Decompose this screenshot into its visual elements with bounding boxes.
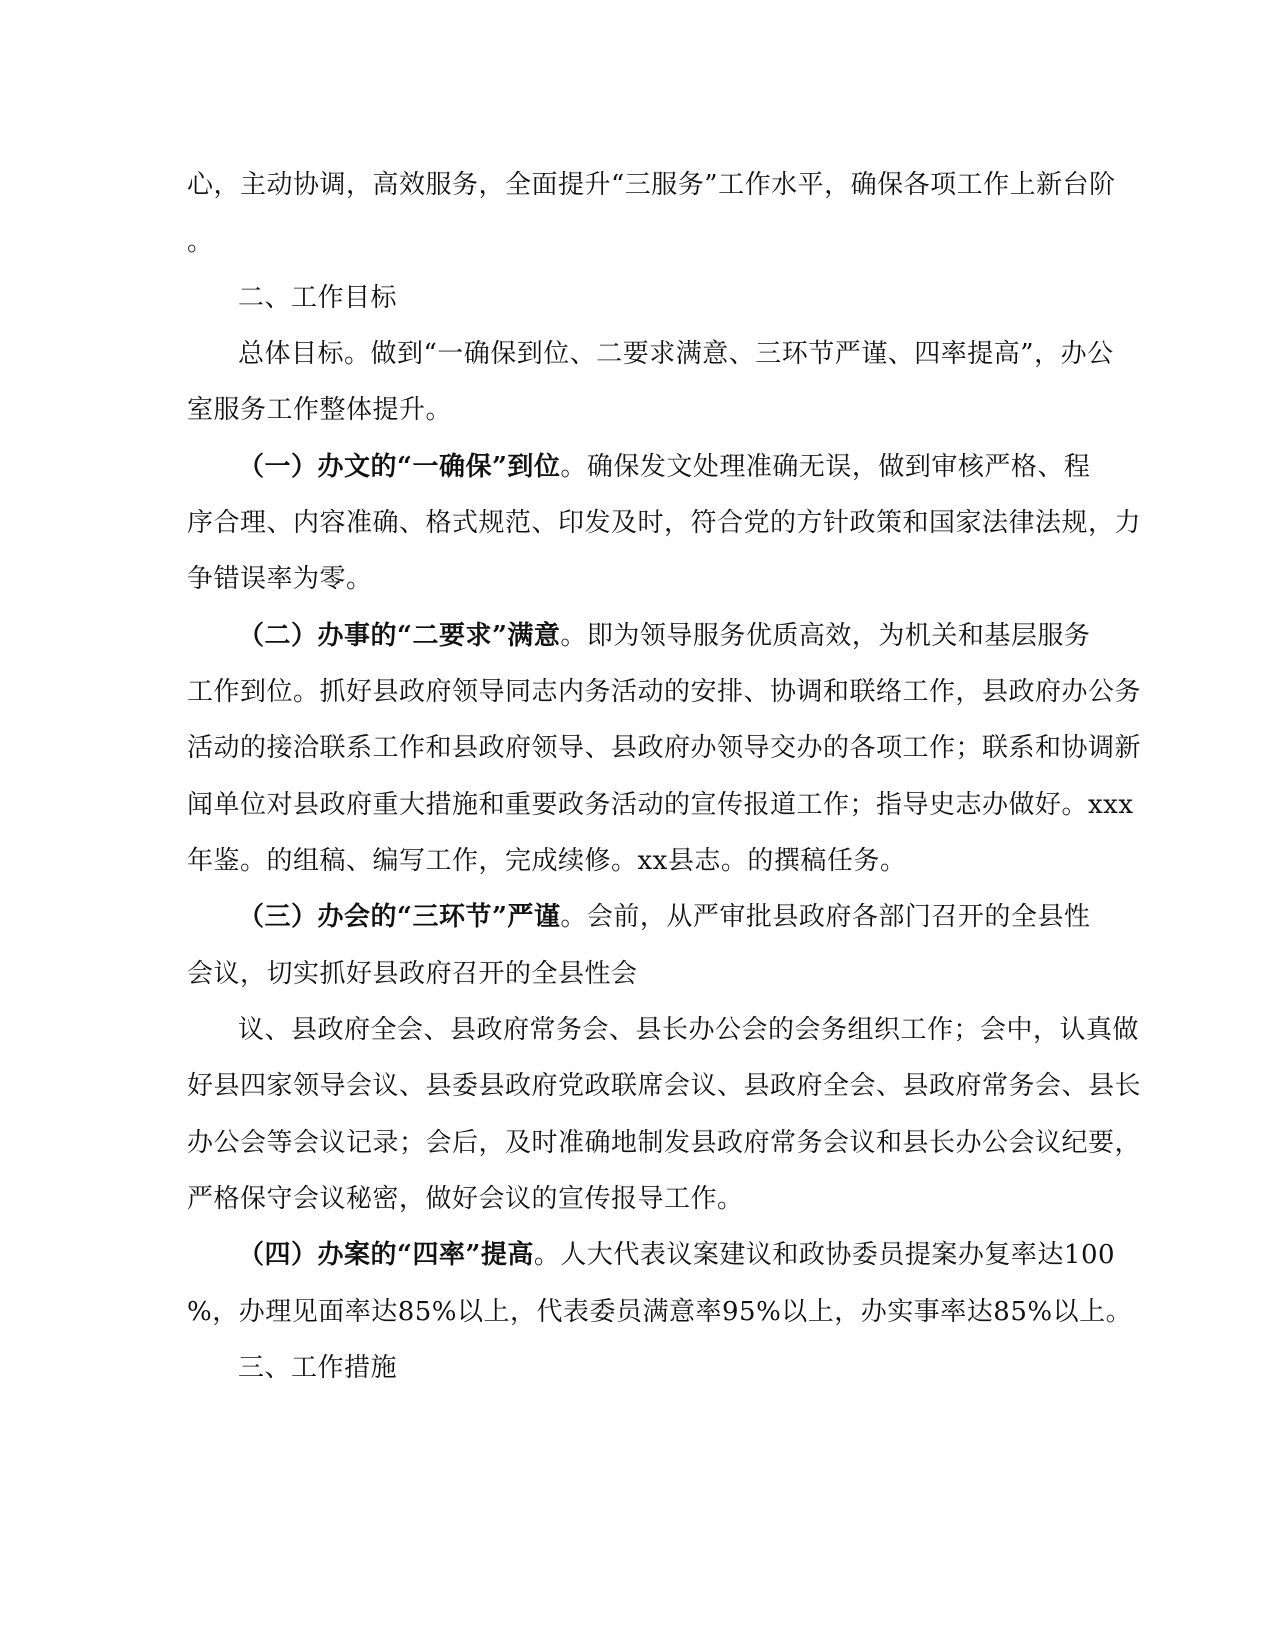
- section-heading: 三、工作措施: [238, 1353, 398, 1383]
- item-text: 。人大代表议案建议和政协委员提案办复率达100: [533, 1240, 1116, 1270]
- item-heading: （二）办事的“二要求”满意: [238, 621, 561, 651]
- paragraph-line: 闻单位对县政府重大措施和重要政务活动的宣传报道工作；指导史志办做好。xxx: [187, 790, 1134, 820]
- paragraph-line: 办公会等会议记录；会后，及时准确地制发县政府常务会议和县长办公会议纪要，: [187, 1128, 1142, 1158]
- paragraph-line: [238, 447, 1091, 487]
- paragraph-line: 心，主动协调，高效服务，全面提升“三服务”工作水平，确保各项工作上新台阶: [187, 170, 1116, 200]
- paragraph-line: 序合理、内容准确、格式规范、印发及时，符合党的方针政策和国家法律法规，力: [187, 508, 1142, 538]
- paragraph-line: 好县四家领导会议、县委县政府党政联席会议、县政府全会、县政府常务会、县长: [187, 1071, 1142, 1101]
- section-heading: 二、工作目标: [238, 283, 398, 313]
- paragraph-line: 严格保守会议秘密，做好会议的宣传报导工作。: [187, 1184, 744, 1214]
- paragraph-line: 工作到位。抓好县政府领导同志内务活动的安排、协调和联络工作，县政府办公务: [187, 677, 1142, 707]
- item-text: 。即为领导服务优质高效，为机关和基层服务: [560, 621, 1091, 651]
- paragraph-line: 室服务工作整体提升。: [187, 395, 453, 425]
- item-text: 。会前，从严审批县政府各部门召开的全县性: [560, 902, 1091, 932]
- item-text: 。确保发文处理准确无误，做到审核严格、程: [560, 452, 1091, 482]
- paragraph-line: 。: [187, 227, 214, 257]
- paragraph-line: %，办理见面率达85%以上，代表委员满意率95%以上，办实事率达85%以上。: [187, 1297, 1133, 1327]
- paragraph-line: 活动的接洽联系工作和县政府领导、县政府办领导交办的各项工作；联系和协调新: [187, 733, 1142, 763]
- item-heading: （三）办会的“三环节”严谨: [238, 902, 561, 932]
- paragraph-line: [238, 897, 1091, 937]
- item-heading: （一）办文的“一确保”到位: [238, 452, 561, 482]
- paragraph-line: 会议，切实抓好县政府召开的全县性会: [187, 959, 638, 989]
- paragraph-line: 议、县政府全会、县政府常务会、县长办公会的会务组织工作；会中，认真做: [238, 1015, 1140, 1045]
- paragraph-line: [238, 1235, 1116, 1275]
- paragraph-line: [238, 616, 1091, 656]
- paragraph-line: 争错误率为零。: [187, 564, 373, 594]
- paragraph-line: 总体目标。做到“一确保到位、二要求满意、三环节严谨、四率提高”，办公: [238, 339, 1114, 369]
- item-heading: （四）办案的“四率”提高: [238, 1240, 534, 1270]
- paragraph-line: 年鉴。的组稿、编写工作，完成续修。xx县志。的撰稿任务。: [187, 846, 907, 876]
